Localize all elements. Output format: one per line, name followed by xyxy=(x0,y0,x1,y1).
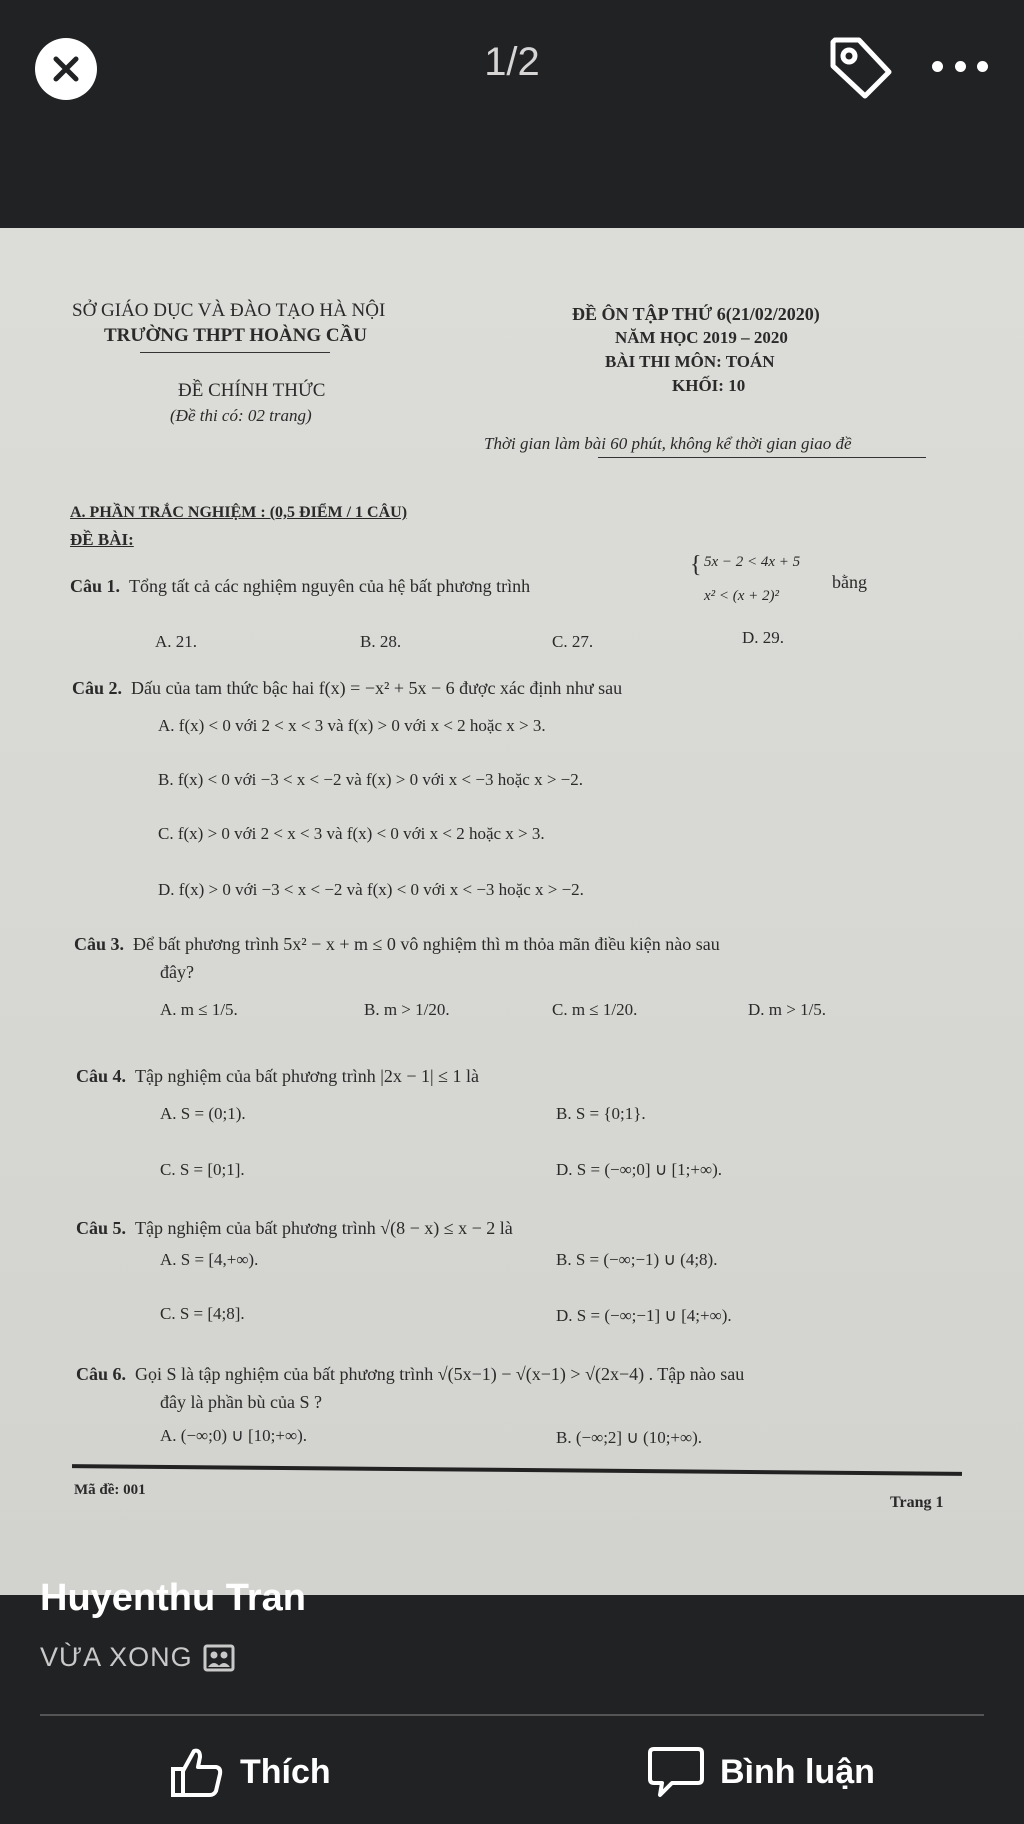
q3-option-c: C. m ≤ 1/20. xyxy=(552,1000,638,1019)
official-label: ĐỀ CHÍNH THỨC xyxy=(178,380,326,401)
q2-option-a: A. f(x) < 0 với 2 < x < 3 và f(x) > 0 với x < 2 hoặc x > 3. xyxy=(158,716,546,735)
q1-option-d: D. 29. xyxy=(742,628,785,647)
q1-option-c: C. 27. xyxy=(552,632,594,651)
q3-text-line2: đây? xyxy=(160,962,194,982)
page-footer-rule xyxy=(72,1464,962,1476)
q5-option-a: A. S = [4,+∞). xyxy=(160,1250,259,1269)
more-options-button[interactable] xyxy=(932,52,988,80)
q2-option-c: C. f(x) > 0 với 2 < x < 3 và f(x) < 0 với x < 2 hoặc x > 3. xyxy=(158,824,545,843)
q5-option-c: C. S = [4;8]. xyxy=(160,1304,245,1323)
q3-option-a: A. m ≤ 1/5. xyxy=(160,1000,238,1019)
page-number: Trang 1 xyxy=(890,1494,944,1511)
question-5: Câu 5. Tập nghiệm của bất phương trình √(8 − x) ≤ x − 2 là xyxy=(76,1218,513,1238)
question-1: Câu 1. Tổng tất cả các nghiệm nguyên của hệ bất phương trình xyxy=(70,576,531,596)
q3-option-d: D. m > 1/5. xyxy=(748,1000,827,1019)
subject: BÀI THI MÔN: TOÁN xyxy=(605,352,775,371)
question-3: Câu 3. Để bất phương trình 5x² − x + m ≤ 0 vô nghiệm thì m thỏa mãn điều kiện nào sau xyxy=(74,934,720,954)
q1-system-2: x² < (x + 2)² xyxy=(704,588,780,604)
comment-bubble-icon xyxy=(648,1745,704,1799)
school-year: NĂM HỌC 2019 – 2020 xyxy=(615,328,788,347)
dept-name: SỞ GIÁO DỤC VÀ ĐÀO TẠO HÀ NỘI xyxy=(72,300,386,321)
thumbs-up-icon xyxy=(170,1745,224,1799)
question-2: Câu 2. Dấu của tam thức bậc hai f(x) = −x² + 5x − 6 được xác định như sau xyxy=(72,678,623,698)
q6-option-b: B. (−∞;2] ∪ (10;+∞). xyxy=(556,1428,703,1447)
q4-option-c: C. S = [0;1]. xyxy=(160,1160,245,1179)
page-count: (Đề thi có: 02 trang) xyxy=(170,406,312,425)
q1-system-1: 5x − 2 < 4x + 5 xyxy=(704,554,801,570)
q6-text-line2: đây là phần bù của S ? xyxy=(160,1392,322,1412)
q4-option-a: A. S = (0;1). xyxy=(160,1104,246,1123)
comment-button[interactable] xyxy=(648,1742,875,1802)
post-divider xyxy=(40,1714,984,1716)
q4-option-d: D. S = (−∞;0] ∪ [1;+∞). xyxy=(556,1160,723,1179)
post-status: VỪA XONG xyxy=(40,1642,235,1673)
exam-code: Mã đề: 001 xyxy=(74,1482,146,1498)
tag-icon xyxy=(825,32,897,104)
exam-title: ĐỀ ÔN TẬP THỨ 6(21/02/2020) xyxy=(572,304,820,324)
photo-counter: 1/2 xyxy=(484,40,540,84)
close-button[interactable] xyxy=(35,38,97,100)
q5-option-b: B. S = (−∞;−1) ∪ (4;8). xyxy=(556,1250,718,1269)
question-4: Câu 4. Tập nghiệm của bất phương trình |2x − 1| ≤ 1 là xyxy=(76,1066,479,1086)
q1-tail: bằng xyxy=(832,572,867,592)
q4-option-b: B. S = {0;1}. xyxy=(556,1104,646,1123)
question-6: Câu 6. Gọi S là tập nghiệm của bất phương trình √(5x−1) − √(x−1) > √(2x−4) . Tập nào sau xyxy=(76,1364,745,1384)
exam-duration: Thời gian làm bài 60 phút, không kể thời gian giao đề xyxy=(484,434,852,453)
viewer-top-bar xyxy=(0,0,1024,228)
tag-button[interactable] xyxy=(825,32,897,104)
q1-option-b: B. 28. xyxy=(360,632,402,651)
q5-option-d: D. S = (−∞;−1] ∪ [4;+∞). xyxy=(556,1306,732,1325)
exam-photo: SỞ GIÁO DỤC VÀ ĐÀO TẠO HÀ NỘI TRƯỜNG THPT HOÀNG CẦU ĐỀ CHÍNH THỨC (Đề thi có: 02 trang) ĐỀ ÔN TẬP THỨ 6(21/02/2020) NĂM HỌC 2019 – 2020 BÀI THI MÔN: TOÁN KHỐI: 10 Thời gian làm bài 60 phút, không kể thời gian giao đề A. PHẦN TRẮC NGHIỆM : (0,5 ĐIỂM / 1 CÂU) ĐỀ BÀI: Câu 1. Tổng tất cả các nghiệm nguyên của hệ bất phương trình { 5x − 2 < 4x + 5 x² < (x + 2)² bằng A. 21. B. 28. C. 27. D. 29. Câu 2. Dấu của tam thức bậc hai f(x) = −x² + 5x − 6 được xác định như sau A. f(x) < 0 với 2 < x < 3 và f(x) > 0 với x < 2 hoặc x > 3. B. f(x) < 0 với −3 < x < −2 và f(x) > 0 với x < −3 hoặc x > −2. C. f(x) > 0 với 2 < x < 3 và f(x) < 0 với x < 2 hoặc x > 3. D. f(x) > 0 với −3 < x < −2 và f(x) < 0 với x < −3 hoặc x > −2. Câu 3. Để bất phương trình 5x² − x + m ≤ 0 vô nghiệm thì m thỏa mãn điều kiện nào sau đây? A. m ≤ 1/5. B. m > 1/20. C. m ≤ 1/20. D. m > 1/5. Câu 4. Tập nghiệm của bất phương trình |2x − 1| ≤ 1 là A. S = (0;1). B. S = {0;1}. C. S = [0;1]. D. S = (−∞;0] ∪ [1;+∞). Câu 5. Tập nghiệm của bất phương trình √(8 − x) ≤ x − 2 là A. S = [4,+∞). B. S = (−∞;−1) ∪ (4;8). C. S = [4;8]. D. S = (−∞;−1] ∪ [4;+∞). Câu 6. Gọi S là tập nghiệm của bất phương trình √(5x−1) − √(x−1) > √(2x−4) . Tập nào sau đây là phần bù của S ? A. (−∞;0) ∪ [10;+∞). B. (−∞;2] ∪ (10;+∞). Mã đề: 001 Trang 1 xyxy=(0,228,1024,1595)
q2-option-b: B. f(x) < 0 với −3 < x < −2 và f(x) > 0 với x < −3 hoặc x > −2. xyxy=(158,770,583,789)
q2-option-d: D. f(x) > 0 với −3 < x < −2 và f(x) < 0 với x < −3 hoặc x > −2. xyxy=(158,880,584,899)
author-name[interactable]: Huyenthu Tran xyxy=(40,1577,307,1619)
like-label: Thích xyxy=(240,1752,331,1791)
q6-option-a: A. (−∞;0) ∪ [10;+∞). xyxy=(160,1426,307,1445)
section-title: A. PHẦN TRẮC NGHIỆM : (0,5 ĐIỂM / 1 CÂU) xyxy=(70,504,408,521)
like-button[interactable] xyxy=(170,1742,331,1802)
comment-label: Bình luận xyxy=(720,1752,875,1791)
q3-option-b: B. m > 1/20. xyxy=(364,1000,450,1019)
school-name: TRƯỜNG THPT HOÀNG CẦU xyxy=(104,325,368,346)
more-dots-icon xyxy=(932,61,943,72)
q1-option-a: A. 21. xyxy=(155,632,198,651)
close-icon xyxy=(51,54,81,84)
friends-privacy-icon xyxy=(203,1644,235,1672)
section-prompt: ĐỀ BÀI: xyxy=(70,530,134,549)
grade: KHỐI: 10 xyxy=(672,376,746,395)
